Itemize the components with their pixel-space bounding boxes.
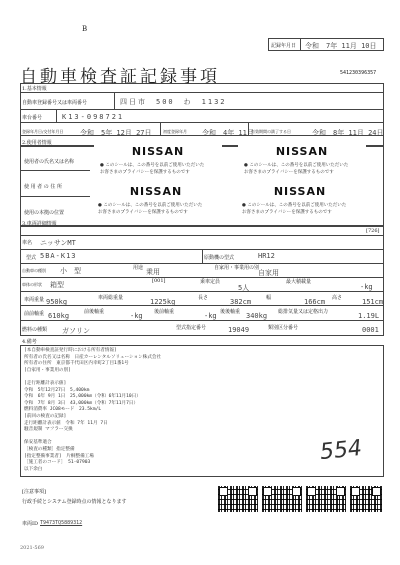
- expiry-value: 令和 8年 11月 24日: [312, 129, 384, 137]
- vehicle-code: [726]: [366, 228, 380, 234]
- front-rear-axle-value: -kg: [130, 312, 143, 320]
- kind-label: 自動車の種別: [22, 268, 46, 273]
- fuel-label: 燃料の種類: [22, 327, 48, 333]
- first-reg-value: 令和 5年 12月 27日: [80, 129, 152, 137]
- weight-value: 950kg: [46, 298, 68, 306]
- height-label: 高さ: [332, 295, 343, 301]
- displacement-label: 総排気量又は定格出力: [278, 309, 329, 315]
- notice-text: 行政手続とシステム登録時点の情報となります: [22, 499, 127, 505]
- qr-code: [350, 486, 382, 512]
- private-label: 自家用・事業用の別: [214, 265, 260, 271]
- body-label: 車体の形状: [22, 282, 42, 287]
- user-name-label: 使用者の氏名又は名称: [24, 159, 75, 165]
- remark-line: [指定整備事業者] 片桐整備工場: [24, 453, 94, 459]
- body-code: [001]: [152, 278, 166, 284]
- remark-line: 燃料消費率 JC08モード 23.5km/L: [24, 407, 102, 413]
- reg-value: 四日市 500 わ 1132: [120, 98, 227, 106]
- length-label: 長さ: [198, 295, 209, 301]
- displacement-value: 1.19L: [358, 312, 380, 320]
- vehicle-id-value: T9473TQ5889312: [40, 520, 83, 526]
- basic-section-title: 1.基本情報: [22, 86, 47, 92]
- model-value: 5BA-K13: [40, 252, 77, 260]
- sticker-brand: NISSAN: [131, 145, 185, 158]
- model-label: 型式: [26, 255, 37, 261]
- vehicle-id-label: 車両ID: [22, 521, 38, 527]
- page-title: 自動車検査証記録事項: [20, 67, 220, 87]
- class-no-label: 類別区分番号: [268, 325, 299, 331]
- car-name-value: ニッサンMT: [40, 239, 76, 247]
- sticker-text-2: お客さまのプライバシーを保護するものです: [98, 210, 188, 215]
- weight-label: 車両重量: [24, 297, 45, 303]
- sticker-text-2: お客さまのプライバシーを保護するものです: [244, 170, 334, 175]
- front-axle-value: 610kg: [48, 312, 70, 320]
- expiry-label: 有効期間の満了する日: [251, 129, 291, 134]
- rear-axle-label: 後後軸重: [220, 309, 241, 315]
- qr-code: [262, 486, 302, 512]
- privacy-sticker: [92, 183, 220, 223]
- sticker-text-1: ● このシールは、この番号を以前ご使用いただいた: [242, 203, 347, 208]
- initial-reg-label: 初度登録年月: [163, 129, 187, 134]
- sticker-text-2: お客さまのプライバシーを保護するものです: [242, 210, 332, 215]
- rear-front-axle-label: 後前軸重: [154, 309, 175, 315]
- remark-line: 所有者の氏名又は名称 日産カーレンタルソリューション株式会社: [24, 354, 162, 360]
- remark-line: [自家用・事業用の別]: [24, 367, 71, 373]
- qr-code: [306, 486, 346, 512]
- remark-line: 令和 6年 9月 1日 25,000km（令和 6年11月10日）: [24, 394, 141, 400]
- body-value: 箱型: [50, 281, 64, 289]
- gross-value: 1225kg: [150, 298, 176, 306]
- remark-line: 保安基準適合: [24, 440, 52, 446]
- record-date-label: 記録年月日: [271, 43, 297, 49]
- rear-front-axle-value: -kg: [204, 312, 217, 320]
- remark-line: [前回の検査の記録]: [24, 413, 67, 419]
- sticker-text-1: ● このシールは、この番号を以前ご使用いただいた: [100, 163, 205, 168]
- vin-label: 車台番号: [22, 115, 43, 121]
- use-value: 乗用: [146, 268, 160, 276]
- vehicle-section-title: 3.車両詳細情報: [22, 221, 57, 227]
- remark-line: 騒音規制 マフラー交換: [24, 427, 73, 433]
- document-number: 541230396357: [340, 70, 377, 76]
- type-no-label: 型式指定番号: [176, 325, 207, 331]
- record-date: 令和 7年 11月 10日: [305, 42, 377, 50]
- engine-value: HR12: [258, 252, 275, 260]
- load-label: 最大積載量: [286, 279, 312, 285]
- remark-line: ［検査の種類］指定整備: [24, 446, 75, 452]
- length-value: 382cm: [230, 298, 252, 306]
- remark-line: ［施工者のコード］ 51-07903: [24, 460, 91, 466]
- height-value: 151cm: [362, 298, 384, 306]
- privacy-sticker: [236, 183, 364, 223]
- use-label: 用途: [133, 265, 144, 271]
- remark-line: 令和 7年 8月 3日 43,000km（令和 7年11月7日）: [24, 400, 139, 406]
- user-address-label: 使 用 者 の 住 所: [24, 184, 62, 190]
- sticker-brand: NISSAN: [275, 145, 329, 158]
- load-value: -kg: [360, 283, 373, 291]
- reg-label: 自動車登録番号又は車両番号: [22, 100, 88, 106]
- front-axle-label: 前前軸重: [24, 311, 45, 317]
- qr-code: [218, 486, 258, 512]
- form-number: 2021-569: [20, 545, 44, 551]
- kind-value: 小 型: [60, 267, 81, 275]
- gross-label: 車両総重量: [98, 295, 124, 301]
- remark-line: 走行距離計表示値 令和 7年 11月 7日: [24, 420, 108, 426]
- car-name-label: 車名: [22, 240, 33, 246]
- initial-reg-value: 令和 4年 11月: [202, 129, 254, 137]
- first-reg-label: 登録年月日/交付年月日: [22, 129, 64, 134]
- remark-line: [24, 374, 324, 381]
- sticker-text-1: ● このシールは、この番号を以前ご使用いただいた: [98, 203, 203, 208]
- sticker-text-1: ● このシールは、この番号を以前ご使用いただいた: [244, 163, 349, 168]
- type-no-value: 19049: [228, 326, 250, 334]
- fuel-value: ガソリン: [62, 327, 90, 335]
- privacy-sticker: [238, 143, 366, 183]
- sticker-brand: NISSAN: [129, 185, 183, 198]
- front-rear-axle-label: 前後軸重: [84, 309, 105, 315]
- capacity-value: 5人: [238, 284, 250, 292]
- capacity-label: 乗車定員: [200, 279, 221, 285]
- privacy-sticker: [94, 143, 222, 183]
- remarks-text: [24, 348, 324, 473]
- engine-label: 原動機の型式: [204, 255, 235, 261]
- remark-line: 以下余白: [24, 466, 43, 472]
- remark-line: [走行距離計表示値]: [24, 380, 67, 386]
- remarks-section-title: 4.備考: [22, 339, 37, 345]
- width-label: 幅: [266, 295, 272, 301]
- sticker-brand: NISSAN: [273, 185, 327, 198]
- remark-line: 令和 5年12月27日 5,400km: [24, 387, 90, 393]
- user-section-title: 2.使用者情報: [22, 140, 52, 146]
- width-value: 166cm: [304, 298, 326, 306]
- remark-line: 所有者の住所 東京都千代田区内幸町2丁目1番1号: [24, 361, 129, 367]
- user-base-label: 使用の本拠の位置: [24, 210, 65, 216]
- private-value: 自家用: [258, 269, 279, 277]
- remark-line: [24, 434, 324, 441]
- notice-label: [注意事項]: [22, 489, 46, 495]
- sticker-text-2: お客さまのプライバシーを保護するものです: [100, 170, 190, 175]
- form-mark: B: [82, 25, 88, 33]
- remark-line: [本自動車検査証発行時における所有者情報]: [24, 348, 117, 353]
- class-no-value: 0001: [362, 326, 379, 334]
- rear-axle-value: 340kg: [246, 312, 268, 320]
- handwritten-number: 554: [318, 435, 364, 466]
- vin-value: K13-098721: [62, 113, 125, 121]
